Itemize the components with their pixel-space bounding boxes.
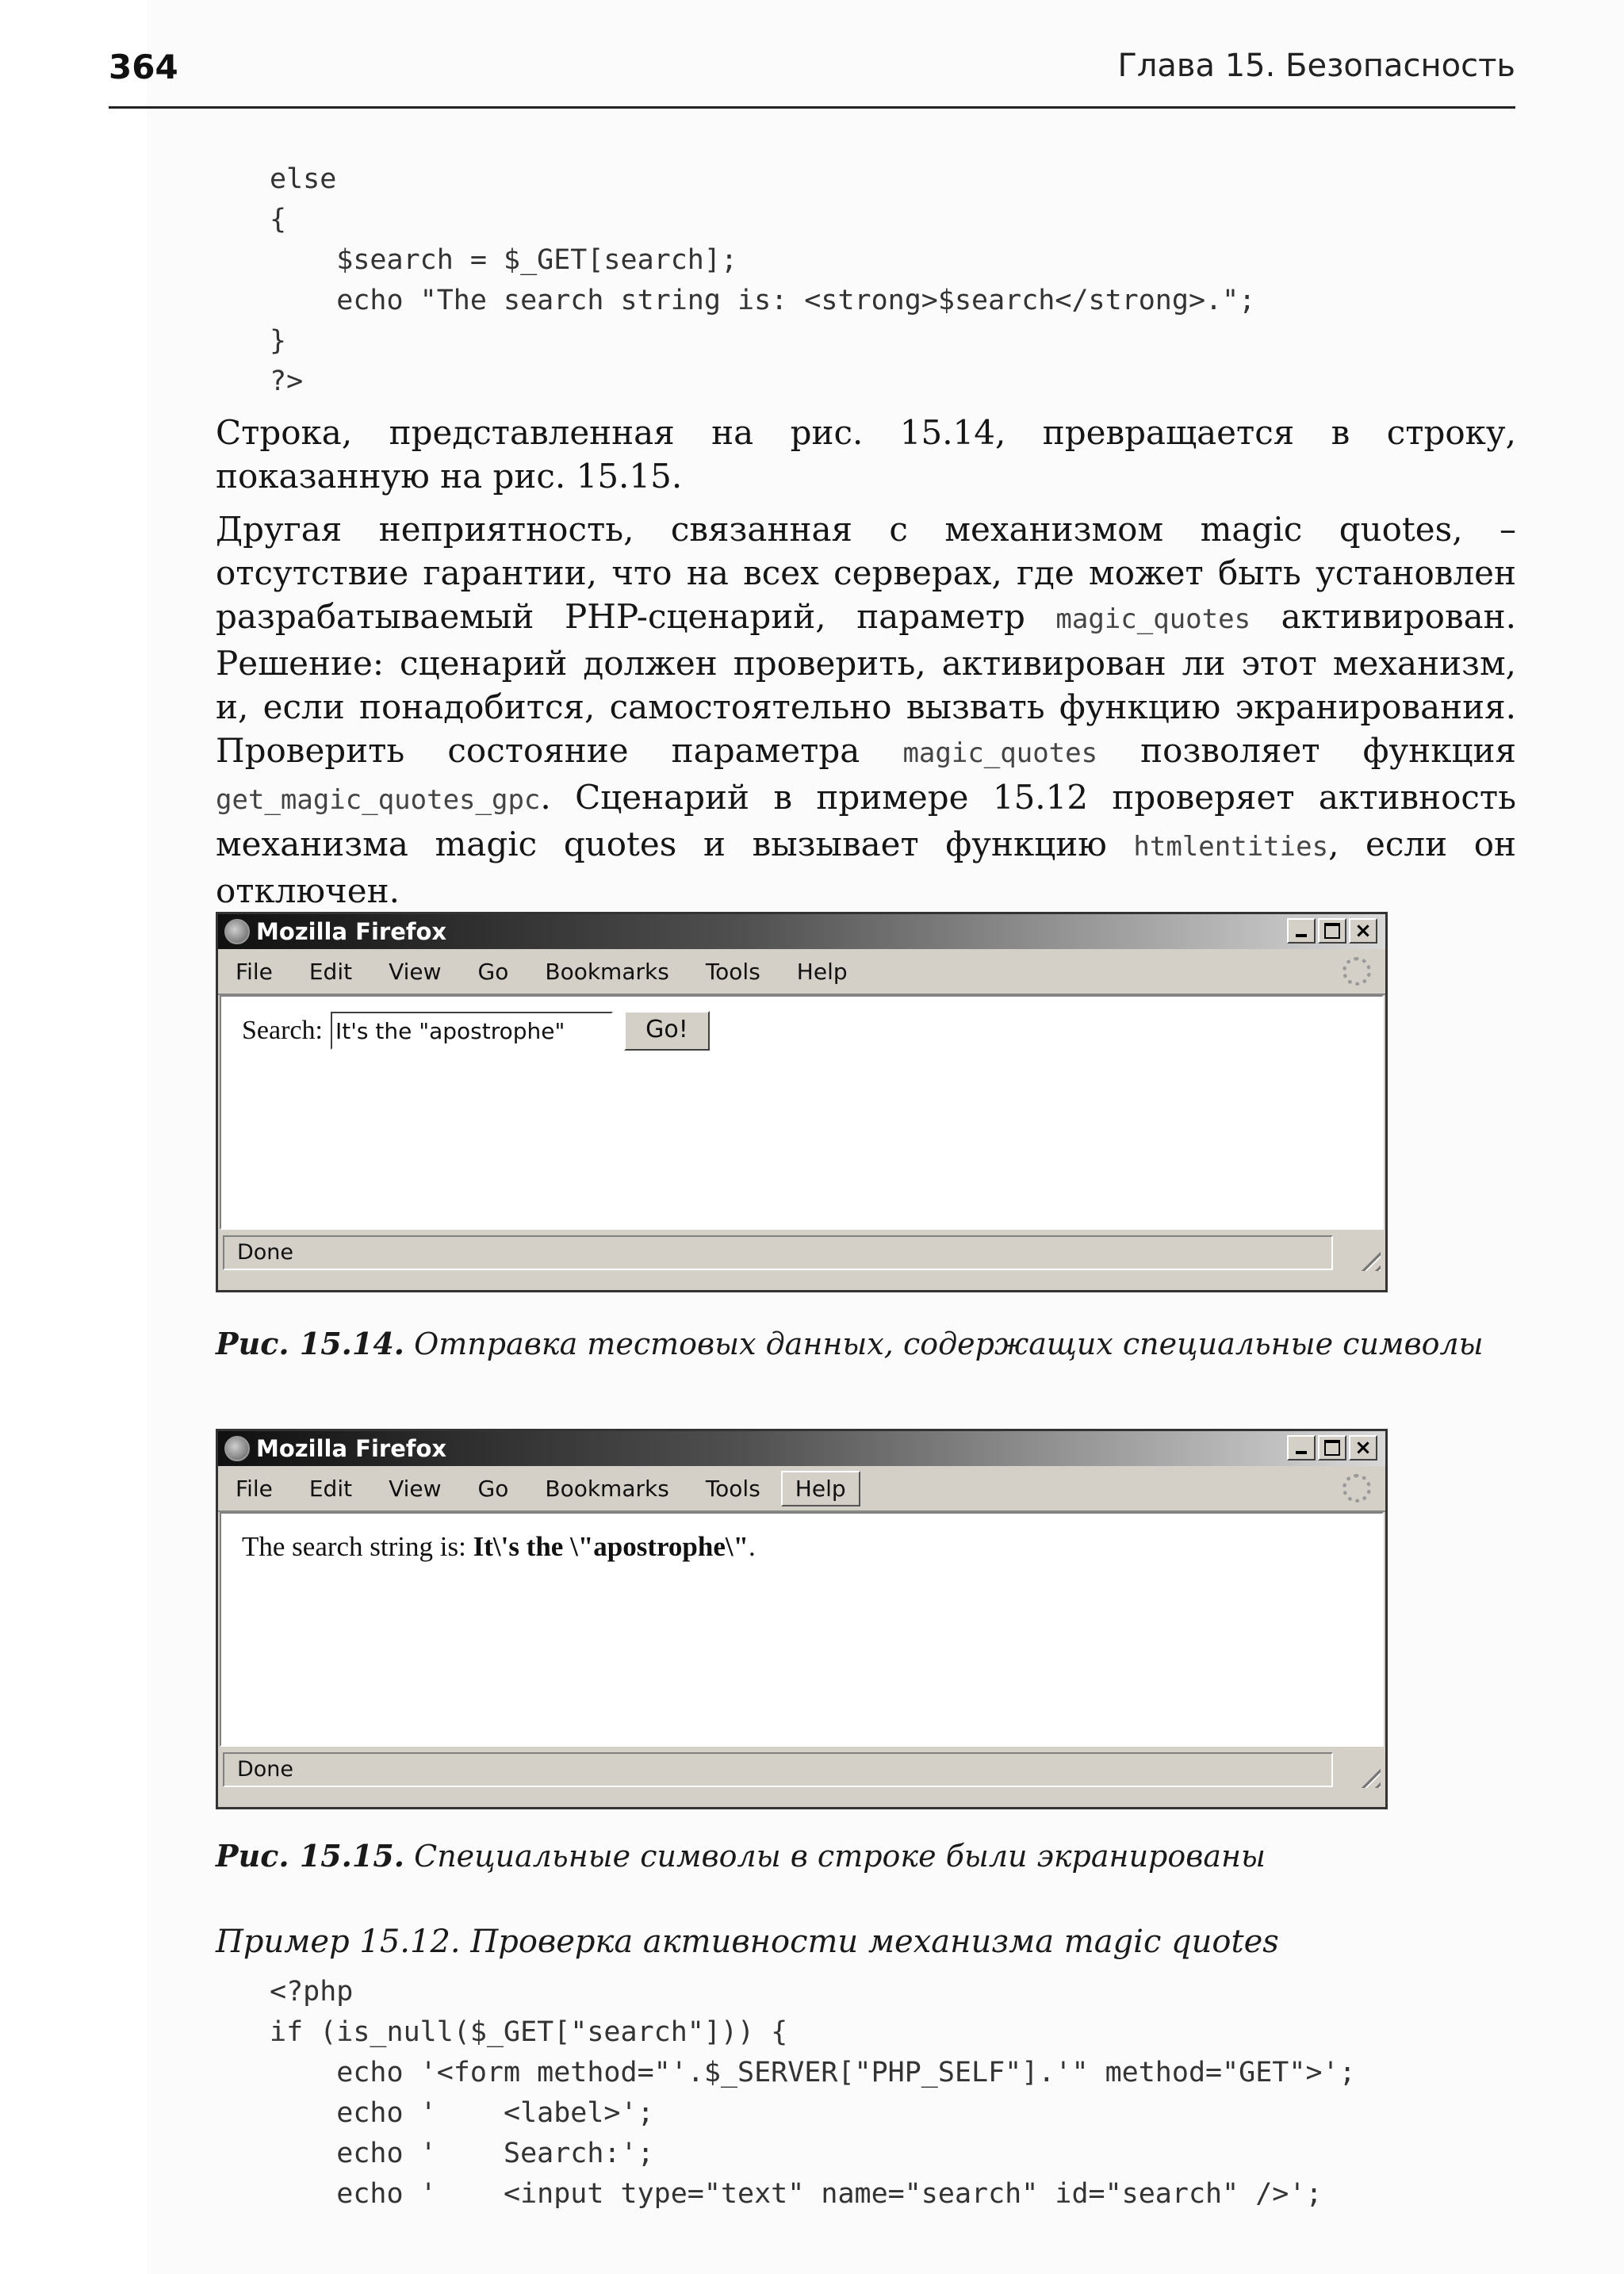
- close-button[interactable]: ×: [1349, 1435, 1377, 1460]
- page-content: [220, 1512, 1384, 1747]
- window-controls: [1287, 918, 1377, 944]
- code-line: echo '<form method="'.$_SERVER["PHP_SELF"].'" method="GET">';: [270, 2057, 1356, 2088]
- menu-bookmarks[interactable]: Bookmarks: [545, 958, 669, 985]
- status-bar: [218, 1747, 1385, 1793]
- page-number: 364: [109, 48, 178, 86]
- menu-bar: [218, 949, 1385, 995]
- page-content: [220, 995, 1384, 1230]
- menu-view[interactable]: View: [389, 958, 442, 985]
- result-suffix: .: [749, 1531, 756, 1562]
- close-button[interactable]: ×: [1349, 918, 1377, 944]
- paragraph-1: Строка, представленная на рис. 15.14, превращается в строку, показанную на рис. 15.15.: [216, 413, 1516, 496]
- resize-grip-icon[interactable]: [1354, 1761, 1381, 1788]
- code-line: {: [270, 204, 287, 235]
- code-line: ?>: [270, 366, 304, 397]
- firefox-icon: [224, 1436, 250, 1461]
- search-form: [242, 1011, 710, 1051]
- code-line: echo ' Search:';: [270, 2138, 654, 2169]
- caption-text: Специальные символы в строке были экранированы: [414, 1839, 1266, 1874]
- maximize-button[interactable]: [1318, 1435, 1346, 1460]
- maximize-button[interactable]: [1318, 918, 1346, 944]
- resize-grip-icon[interactable]: [1354, 1244, 1381, 1271]
- menu-tools[interactable]: Tools: [705, 958, 760, 985]
- window-controls: [1287, 1435, 1377, 1460]
- caption-number: Рис. 15.15.: [216, 1838, 405, 1874]
- menu-help[interactable]: Help: [781, 1471, 860, 1506]
- throbber-icon: [1342, 957, 1371, 986]
- throbber-icon: [1342, 1474, 1371, 1503]
- code-line: $search = $_GET[search];: [270, 244, 738, 276]
- search-input[interactable]: [331, 1012, 613, 1050]
- paragraph-text: . Сценарий в примере 15.12 проверяет активность механизма magic quotes и вызывает функцию: [216, 778, 1516, 863]
- paragraph-text: позволяет функция: [1097, 731, 1516, 770]
- minimize-button[interactable]: [1287, 1435, 1316, 1460]
- menu-file[interactable]: File: [236, 958, 273, 985]
- code-block-bottom: [270, 1972, 1356, 2215]
- figure-caption-1: [216, 1326, 1484, 1361]
- menu-view[interactable]: View: [389, 1475, 442, 1502]
- code-line: echo "The search string is: <strong>$search</strong>.";: [270, 285, 1256, 316]
- menu-go[interactable]: Go: [477, 958, 509, 985]
- status-bar: [218, 1230, 1385, 1276]
- inline-code: htmlentities: [1133, 831, 1329, 863]
- title-bar: [218, 914, 1385, 949]
- code-line: }: [270, 325, 287, 357]
- menu-bookmarks[interactable]: Bookmarks: [545, 1475, 669, 1502]
- minimize-button[interactable]: [1287, 918, 1316, 944]
- result-prefix: The search string is:: [242, 1531, 473, 1562]
- paragraph-text: Другая неприятность, связанная с механизмом magic quotes, – отсутствие гарантии, что на всех серверах, где может быть установлен разрабатываемый PHP-сценарий, параметр: [216, 510, 1516, 636]
- paragraph-2: [216, 507, 1516, 913]
- code-line: else: [270, 163, 337, 195]
- paragraph-text: , если он отключен.: [216, 825, 1516, 910]
- status-text: Done: [223, 1752, 1333, 1787]
- browser-window-fig1: [216, 912, 1388, 1292]
- inline-code: get_magic_quotes_gpc: [216, 784, 541, 816]
- header-rule: [109, 106, 1515, 109]
- menu-edit[interactable]: Edit: [308, 1475, 353, 1502]
- window-title: Mozilla Firefox: [256, 1435, 447, 1462]
- running-head: Глава 15. Безопасность: [1117, 48, 1515, 84]
- browser-window-fig2: [216, 1429, 1388, 1809]
- paragraph-text: активирован. Решение: сценарий должен проверить, активирован ли этот механизм, и, если понадобится, самостоятельно вызвать функцию экранирования. Проверить состояние параметра: [216, 597, 1517, 770]
- menu-go[interactable]: Go: [477, 1475, 509, 1502]
- code-line: echo ' <label>';: [270, 2097, 654, 2129]
- firefox-icon: [224, 919, 250, 944]
- status-text: Done: [223, 1235, 1333, 1270]
- example-heading: Пример 15.12. Проверка активности механизма magic quotes: [216, 1924, 1279, 1960]
- code-line: <?php: [270, 1976, 354, 2008]
- window-title: Mozilla Firefox: [256, 918, 447, 945]
- menu-edit[interactable]: Edit: [308, 958, 353, 985]
- result-value: It\'s the \"apostrophe\": [473, 1531, 749, 1562]
- title-bar: [218, 1431, 1385, 1466]
- caption-number: Рис. 15.14.: [216, 1326, 405, 1361]
- menu-tools[interactable]: Tools: [705, 1475, 760, 1502]
- code-line: if (is_null($_GET["search"])) {: [270, 2016, 788, 2048]
- menu-help[interactable]: Help: [796, 958, 848, 985]
- menu-bar: [218, 1466, 1385, 1512]
- inline-code: magic_quotes: [902, 737, 1098, 769]
- figure-caption-2: [216, 1838, 1266, 1874]
- go-button[interactable]: Go!: [624, 1011, 710, 1051]
- menu-file[interactable]: File: [236, 1475, 273, 1502]
- search-label: Search:: [242, 1016, 323, 1045]
- caption-text: Отправка тестовых данных, содержащих специальные символы: [414, 1326, 1484, 1361]
- result-text: [242, 1531, 756, 1563]
- inline-code: magic_quotes: [1055, 603, 1251, 635]
- code-line: echo ' <input type="text" name="search" id="search" />';: [270, 2178, 1323, 2210]
- code-block-top: [270, 159, 1255, 402]
